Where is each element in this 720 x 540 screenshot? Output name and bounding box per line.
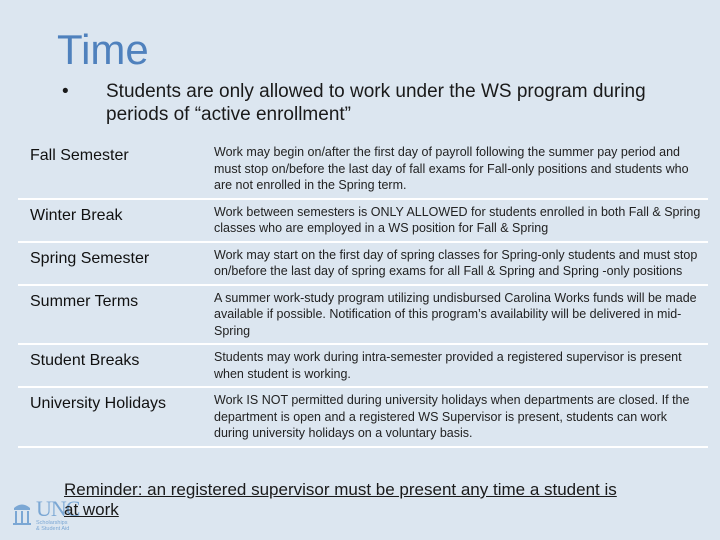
- period-name: University Holidays: [18, 387, 208, 447]
- period-name: Winter Break: [18, 199, 208, 242]
- table-row: [18, 285, 708, 345]
- reminder-note: Reminder: an registered supervisor must be present any time a student is at work: [64, 480, 617, 519]
- logo-line-1: Scholarships: [36, 520, 68, 526]
- period-name: Spring Semester: [18, 242, 208, 285]
- period-description: A summer work-study program utilizing undisbursed Carolina Works funds will be made available if possible. Notification of this program’s availability will be delivered in mid-Spring: [208, 285, 708, 345]
- period-name: Summer Terms: [18, 285, 208, 345]
- table-row: [18, 242, 708, 285]
- bullet-symbol: •: [62, 81, 69, 102]
- period-name: Student Breaks: [18, 344, 208, 387]
- period-description: Work IS NOT permitted during university holidays when departments are closed. If the department is open and a registered WS Supervisor is present, students can work during university holidays on a voluntary basis.: [208, 387, 708, 447]
- period-description: Work between semesters is ONLY ALLOWED for students enrolled in both Fall & Spring classes who are employed in a WS position for Fall & Spring: [208, 199, 708, 242]
- bullet-point: [62, 80, 682, 126]
- table-row: [18, 140, 708, 199]
- old-well-icon: [12, 500, 32, 526]
- logo-line-2: & Student Aid: [36, 526, 70, 532]
- period-description: Work may start on the first day of spring classes for Spring-only students and must stop on/before the last day of spring exams for all Fall & Spring and Spring -only positions: [208, 242, 708, 285]
- logo-letters: UNC: [36, 496, 80, 521]
- table-row: [18, 344, 708, 387]
- period-description: Work may begin on/after the first day of payroll following the summer pay period and must stop on/before the last day of fall exams for Fall-only positions and students who are not enrolled in the Spring term.: [208, 140, 708, 199]
- table-row: [18, 199, 708, 242]
- table-row: [18, 387, 708, 447]
- period-description: Students may work during intra-semester provided a registered supervisor is present when student is working.: [208, 344, 708, 387]
- slide-title: Time: [57, 26, 149, 73]
- period-name: Fall Semester: [18, 140, 208, 199]
- enrollment-periods-table: [18, 140, 708, 448]
- bullet-text: Students are only allowed to work under the WS program during periods of “active enrollment”: [106, 81, 646, 125]
